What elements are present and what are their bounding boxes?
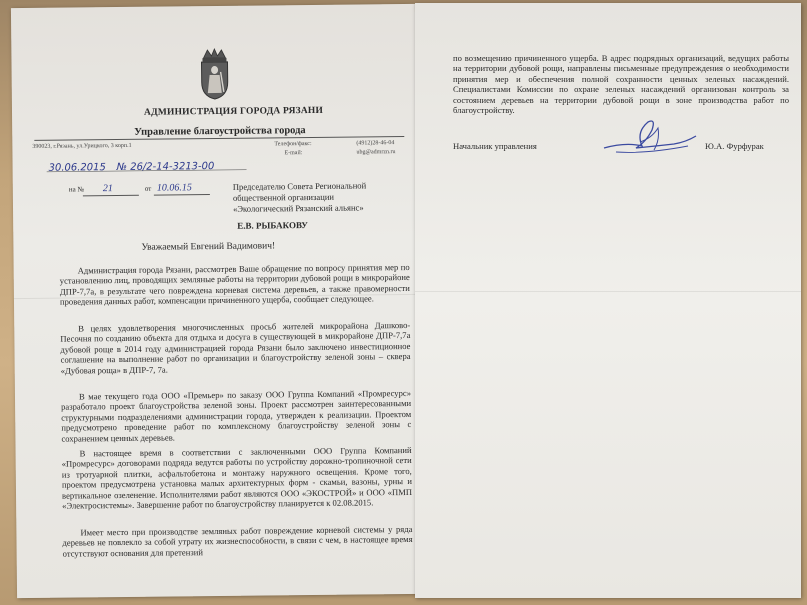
email-value: ubg@admrzn.ru <box>356 149 396 156</box>
paragraph-4: В настоящее время в соответствии с заключенными ООО Группа Компаний «Промресурс» договорами подряда ведутся работы по устройству дорожно-тропиночной сети из тротуарной плитки, асфальтобетона и монтажу наружного освещения. Кроме того, проектом предусмотрена установка малых архитектурных форм - скамьи, вазоны, урны и вертикальное озеленение. Исполнителями работ являются ООО «ЭКОСТРОЙ» и ООО «ПМП «Электросистемы». Завершение работ по благоустройству планируется к 02.08.2015. <box>61 444 413 511</box>
paragraph-2: В целях удовлетворения многочисленных просьб жителей микрорайона Дашково-Песочня по созданию объекта для отдыха и досуга в существующей в микрорайоне ДПР-7,7а дубовой роще в 2014 году администрацией города Рязани было заключено инвестиционное соглашение на выполнение работ по организации и благоустройству зеленой зоны – сквера «Дубовая роща» в ДПР-7, 7а. <box>60 319 411 376</box>
handwritten-date: 30.06.2015 <box>48 162 106 174</box>
reference-number-label: на № <box>68 185 85 194</box>
paragraph-continued: по возмещению причиненного ущерба. В адрес подрядных организаций, ведущих работы на территории дубовой рощи, направлены письменные предупреждения о необходимости принятия мер и обеспечения полной сохранности ценных зеленых насаждений. Специалистами Комиссии по охране зеленых насаждений организован контроль за состоянием деревьев на территории дубовой рощи в зоне производства работ по благоустройству. <box>453 53 789 116</box>
signatory-title: Начальник управления <box>453 141 537 151</box>
addressee-name: Е.В. РЫБАКОВУ <box>237 220 308 231</box>
phone-label: Телефон/факс: <box>274 140 312 148</box>
signatory-name: Ю.А. Фурфурак <box>705 141 764 151</box>
reference-date-label: от <box>144 184 152 193</box>
letter-page-2 <box>415 3 801 598</box>
addressee-line-3: «Экологический Рязанский альянс» <box>232 202 364 214</box>
letter-page-1 <box>11 4 421 598</box>
reference-date-line <box>154 194 210 196</box>
paper-fold <box>415 291 801 292</box>
reference-line <box>83 195 139 197</box>
org-name: АДМИНИСТРАЦИЯ ГОРОДА РЯЗАНИ <box>143 105 324 118</box>
department-name: Управление благоустройства города <box>134 125 306 138</box>
paragraph-1: Администрация города Рязани, рассмотрев Ваше обращение по вопросу принятия мер по установлению лиц, проводящих земляные работы на территории дубовой рощи в микрорайоне ДПР-7,7а, в результате чего повреждена корневая система деревьев, а также правомерности проведения данных работ, компенсации причиненного ущерба, сообщает следующее. <box>59 261 410 307</box>
signature-icon <box>596 112 706 160</box>
org-address: 390023, г.Рязань, ул.Урицкого, 3 корп.1 <box>32 142 132 150</box>
addressee-line-2: общественной организации <box>232 191 335 203</box>
phone-value: (4912)28-46-04 <box>356 140 395 147</box>
paragraph-5: Имеет место при производстве земляных работ повреждение корневой системы у ряда деревьев не повлекло за собой утрату их жизнеспособности, в связи с чем, в настоящее время отсутствуют основания для претензий <box>62 523 413 559</box>
reference-date-value: 10.06.15 <box>156 182 192 194</box>
paragraph-3: В мае текущего года ООО «Премьер» по заказу ООО Группа Компаний «Промресурс» разработало проект благоустройства зеленой зоны. Проект рассмотрен заинтересованными структурными подразделениями администрации города, утвержден к реализации. Проектом предусмотрено проведение работ по комплексному благоустройству зеленой зоны с сохранением ценных деревьев. <box>61 387 412 444</box>
handwritten-reg-number: № 26/2-14-3213-00 <box>116 161 215 174</box>
addressee-line-1: Председателю Совета Региональной <box>232 180 367 192</box>
reference-number-value: 21 <box>102 183 113 195</box>
salutation: Уважаемый Евгений Вадимович! <box>141 241 276 253</box>
email-label: E-mail: <box>284 150 303 157</box>
city-emblem-icon <box>197 48 232 100</box>
